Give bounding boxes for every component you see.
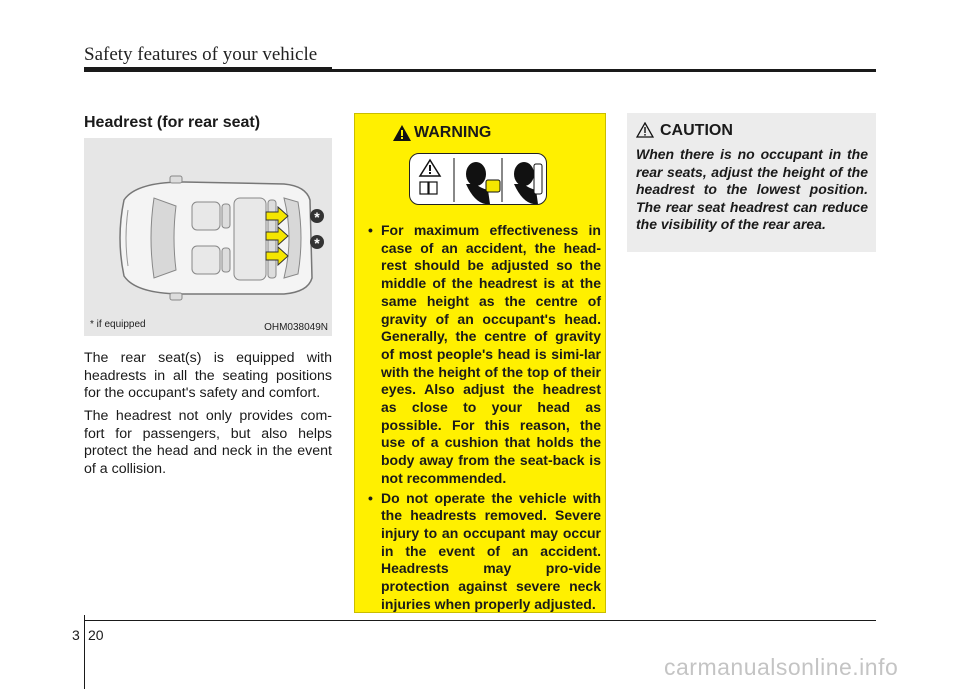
footer-divider [84,615,85,689]
watermark: carmanualsonline.info [664,654,899,680]
body-paragraph-2: The headrest not only provides com-fort for passengers, but also helps protect the head and neck in the event of a collision. [84,408,332,477]
figure-code: OHM038049N [264,322,328,333]
header-title: Safety features of your vehicle [84,44,318,65]
warning-pictogram [409,153,547,205]
equipped-marker-2: * [314,235,320,251]
figure-note: * if equipped [90,319,146,330]
headrest-pictogram-icon [410,154,547,205]
warning-item-1: • For maximum effectiveness in case of an accident, the head-rest should be adjusted so the middle of the headrest is at the same height as the centre of gravity of an occupant's head. Generally, the centre of gravity of most people's head is simi-lar with the height of the top of their eyes. Also adjust the headrest as close to your head as possible. For this reason, the use of a cushion that holds the body away from the seat-back is not recommended. [368,222,601,486]
warning-list [365,222,601,615]
caution-triangle-icon [636,122,654,138]
body-paragraph-1: The rear seat(s) is equipped with headrests in all the seating positions for the occupant's safety and comfort. [84,350,332,401]
car-top-view-illustration [84,138,332,336]
caution-box [627,113,876,252]
warning-item-2: • Do not operate the vehicle with the headrests removed. Severe injury to an occupant may occur in the event of an accident. Headrests may pro-vide protection against severe neck injuries when properly adjusted. [368,489,601,612]
caution-text: When there is no occupant in the rear seats, adjust the height of the headrest to the lowest position. The rear seat headrest can reduce the visibility of the rear area. [636,146,868,232]
section-heading: Headrest (for rear seat) [84,114,261,131]
warning-triangle-icon [393,125,411,141]
warning-box [354,113,606,613]
car-figure [84,138,332,336]
header-rule-accent [84,67,332,72]
equipped-marker-1: * [314,209,320,225]
chapter-number: 3 [72,627,80,643]
caution-title: CAUTION [660,122,733,139]
footer-rule [84,620,876,621]
page-number: 20 [88,627,104,643]
warning-title: WARNING [414,124,492,141]
